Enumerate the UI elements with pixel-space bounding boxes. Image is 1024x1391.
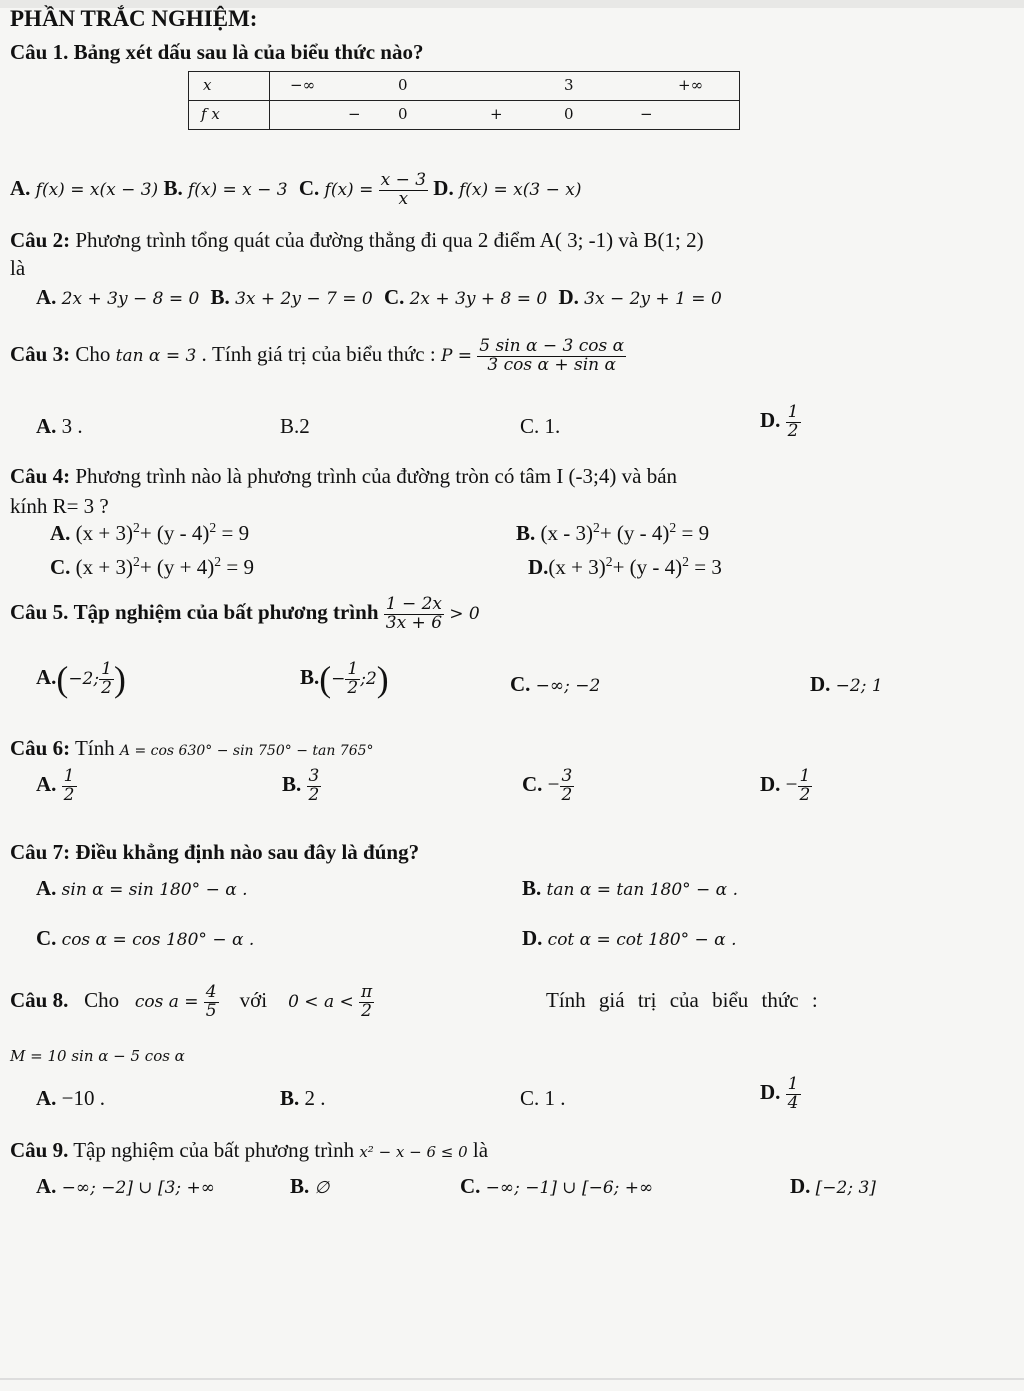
q8-fraction [204, 984, 219, 1021]
q6-b-den: 2 [308, 784, 320, 805]
sign-table-row-f [189, 101, 740, 130]
q9-c-val: −∞; −1] ∪ [−6; +∞ [485, 1178, 654, 1198]
q9-c-label: C. [460, 1174, 481, 1198]
q1-d-expr: f(x) = x(3 − x) [458, 180, 582, 201]
q9-choice-a [36, 1174, 215, 1199]
q4-a-p3: = 9 [221, 521, 250, 545]
q8-expr-line [10, 1042, 185, 1067]
q6-d-num: 1 [799, 766, 811, 786]
q2-c-expr: 2x + 3y + 8 = 0 [409, 289, 548, 309]
q5-a-num: 1 [101, 658, 112, 679]
q4-b-label: B. [516, 521, 536, 545]
q6-d-sign: − [785, 772, 798, 797]
q5-choice-b [300, 658, 389, 700]
q5-a-lparen: ( [56, 659, 69, 699]
q1-b-expr: f(x) = x − 3 [187, 180, 288, 201]
q8-cond-pre: 0 < a < [288, 992, 354, 1013]
q8-b-val: 2 . [304, 1086, 326, 1110]
q7-a-expr: sin α = sin 180° − α . [61, 880, 248, 900]
q9-stem [10, 1138, 488, 1163]
q3-a-label: A. [36, 414, 57, 438]
q8-label: Câu 8. [10, 988, 69, 1013]
q3-a-val: 3 . [61, 414, 83, 438]
q6-c-fraction [560, 768, 575, 805]
q7-d-expr: cot α = cot 180° − α . [547, 930, 737, 950]
q3-lhs: P = [440, 346, 473, 367]
q9-d-val: [−2; 3] [815, 1178, 876, 1198]
q4-b-sup2: 2 [669, 520, 677, 535]
q5-b-lparen: ( [319, 659, 332, 699]
q9-choice-b [290, 1174, 329, 1199]
q6-choice-a [36, 768, 77, 805]
q7-choice-d [522, 926, 736, 951]
q9-choice-c [460, 1174, 653, 1199]
q4-d-sup1: 2 [605, 554, 613, 569]
q6-choice-d [760, 768, 812, 805]
q2-d-label: D. [558, 285, 579, 309]
q6-b-num: 3 [308, 766, 320, 786]
section-heading: PHẦN TRẮC NGHIỆM: [10, 6, 258, 31]
q9-expr: x² − x − 6 ≤ 0 [359, 1143, 468, 1161]
q2-d-expr: 3x − 2y + 1 = 0 [584, 289, 722, 309]
q5-den: 3x + 6 [385, 612, 443, 633]
q6-stem [10, 736, 374, 761]
q5-b-den: 2 [347, 677, 359, 698]
q1-c-lhs: f(x) = [324, 180, 374, 201]
q3-text1: Cho [75, 342, 111, 367]
q3-label: Câu 3: [10, 342, 71, 367]
q4-d-p1: (x + 3) [548, 555, 606, 579]
q3-b-label: B. [280, 414, 300, 438]
q4-a-label: A. [50, 521, 71, 545]
q9-a-val: −∞; −2] ∪ [3; +∞ [61, 1178, 215, 1198]
q5-c-val: −∞; −2 [535, 676, 601, 696]
q9-d-label: D. [790, 1174, 811, 1198]
q7-text: Điều khẳng định nào sau đây là đúng? [75, 840, 420, 864]
q6-d-label: D. [760, 772, 781, 797]
q5-a-den: 2 [101, 677, 112, 698]
q4-b-p3: = 9 [681, 521, 710, 545]
q5-d-label: D. [810, 672, 831, 696]
q8-a-label: A. [36, 1086, 57, 1110]
q3-choice-a [36, 414, 83, 439]
q8-d-den: 4 [787, 1092, 799, 1113]
q9-text2: là [472, 1138, 489, 1162]
q5-b-post: ;2 [360, 668, 377, 689]
q2-c-label: C. [383, 285, 405, 309]
q5-b-label: B. [300, 664, 320, 689]
q5-fraction [384, 596, 444, 633]
q6-label: Câu 6: [10, 736, 71, 760]
q8-choice-c [520, 1086, 566, 1111]
row-head-x: x [203, 76, 212, 94]
q3-d-label: D. [760, 408, 781, 433]
q1-c-den: x [398, 188, 409, 209]
q8-a-val: −10 . [61, 1086, 106, 1110]
q2-stem [10, 228, 704, 253]
q6-c-label: C. [522, 772, 543, 797]
q6-b-fraction [307, 768, 322, 805]
q3-stem [10, 338, 626, 375]
q8-d-num: 1 [787, 1074, 799, 1094]
q4-d-p3: = 3 [694, 555, 722, 579]
q3-text2: . Tính giá trị của biểu thức : [201, 342, 436, 367]
x-val-1: −∞ [290, 76, 316, 94]
q9-label: Câu 9. [10, 1138, 69, 1162]
q1-c-num: x − 3 [380, 170, 427, 190]
q5-a-rparen: ) [113, 659, 126, 699]
q4-text: Phương trình nào là phương trình của đường tròn có tâm I (-3;4) và bán [75, 464, 678, 488]
q4-choice-c [50, 554, 254, 580]
q4-c-p2: + (y + 4) [139, 555, 215, 579]
q8-d-label: D. [760, 1080, 781, 1105]
sign-table [188, 71, 740, 130]
q4-a-p2: + (y - 4) [139, 521, 210, 545]
q9-b-val: ∅ [314, 1178, 330, 1198]
sign-table-row-x [189, 72, 740, 101]
q2-text2: là [10, 256, 26, 280]
q4-b-sup1: 2 [593, 520, 600, 535]
q1-b-label: B. [163, 176, 183, 201]
q4-b-p1: (x - 3) [540, 521, 593, 545]
q3-given: tan α = 3 [115, 346, 197, 367]
f-sign-1: − [348, 105, 361, 123]
q5-a-fraction [99, 658, 114, 698]
q9-b-label: B. [290, 1174, 310, 1198]
q9-a-label: A. [36, 1174, 57, 1198]
q7-d-label: D. [522, 926, 543, 950]
q5-c-label: C. [510, 672, 531, 696]
q4-choice-b [516, 520, 709, 546]
q7-stem [10, 840, 419, 865]
q4-label: Câu 4: [10, 464, 71, 488]
q3-choice-b [280, 414, 310, 439]
q8-c-val: 1 . [544, 1086, 566, 1110]
q1-stem [10, 40, 423, 65]
q9-text: Tập nghiệm của bất phương trình [73, 1138, 355, 1162]
q5-d-val: −2; 1 [835, 676, 883, 696]
q7-a-label: A. [36, 876, 57, 900]
q4-a-p1: (x + 3) [75, 521, 134, 545]
q7-c-label: C. [36, 926, 57, 950]
q6-d-den: 2 [799, 784, 811, 805]
q8-d-fraction [786, 1076, 801, 1113]
q8-cond-den: 2 [361, 1000, 372, 1021]
q3-d-fraction [786, 404, 801, 441]
q1-choices [10, 172, 581, 209]
q6-a-den: 2 [63, 784, 75, 805]
q6-expr: A = cos 630° − sin 750° − tan 765° [119, 743, 374, 759]
q1-text: Bảng xét dấu sau là của biểu thức nào? [73, 40, 424, 64]
f-sign-5: − [640, 105, 653, 123]
q4-a-sup1: 2 [133, 520, 140, 535]
q4-choice-d [528, 554, 722, 580]
q4-c-p3: = 9 [226, 555, 254, 579]
q8-num: 4 [205, 982, 217, 1002]
q3-choice-c [520, 414, 560, 439]
q2-text: Phương trình tổng quát của đường thẳng đi qua 2 điểm A( 3; -1) và B(1; 2) [75, 228, 704, 252]
q2-a-expr: 2x + 3y − 8 = 0 [61, 289, 200, 309]
q8-text1: Cho [84, 988, 120, 1013]
q2-b-label: B. [210, 285, 230, 309]
q5-a-pre: −2; [68, 668, 100, 689]
q1-a-label: A. [10, 176, 31, 201]
q3-c-val: 1. [544, 414, 561, 438]
q4-text2: kính R= 3 ? [10, 494, 109, 518]
q8-text2: với [239, 988, 268, 1013]
q8-text3: Tính giá trị của biểu thức : [546, 988, 818, 1012]
q8-choice-b [280, 1086, 326, 1111]
q7-c-expr: cos α = cos 180° − α . [61, 930, 255, 950]
q5-b-pre: − [331, 668, 346, 689]
q4-d-label: D. [528, 555, 549, 579]
q5-b-fraction [345, 658, 360, 698]
q4-d-p2: + (y - 4) [612, 555, 683, 579]
q3-num: 5 sin α − 3 cos α [479, 336, 625, 356]
q4-choice-a [50, 520, 249, 546]
q8-lhs: cos a = [134, 992, 199, 1013]
q5-b-num: 1 [347, 658, 359, 679]
q2-choices [36, 285, 722, 310]
f-sign-3: + [490, 105, 503, 123]
q5-label: Câu 5. [10, 600, 69, 625]
q1-c-label: C. [298, 176, 320, 201]
q4-c-sup1: 2 [133, 554, 140, 569]
q8-expr: M = 10 sin α − 5 cos α [10, 1047, 185, 1065]
f-val-2: 0 [398, 105, 408, 123]
q6-c-sign: − [547, 772, 560, 797]
bottom-divider [0, 1378, 1024, 1380]
q4-c-label: C. [50, 555, 71, 579]
q8-b-label: B. [280, 1086, 300, 1110]
q9-choice-d [790, 1174, 876, 1199]
q6-b-label: B. [282, 772, 302, 797]
q3-d-den: 2 [787, 420, 799, 441]
q1-label: Câu 1. [10, 40, 69, 64]
q5-b-rparen: ) [376, 659, 389, 699]
q4-d-sup2: 2 [682, 554, 689, 569]
q5-a-label: A. [36, 664, 57, 689]
q3-choice-d [760, 404, 801, 441]
q6-choice-c [522, 768, 574, 805]
q7-choice-b [522, 876, 738, 901]
q2-label: Câu 2: [10, 228, 71, 252]
q7-label: Câu 7: [10, 840, 71, 864]
q7-b-label: B. [522, 876, 542, 900]
q5-choice-c [510, 672, 600, 697]
q6-c-den: 2 [561, 784, 573, 805]
q3-b-val: 2 [299, 414, 310, 438]
q5-stem [10, 596, 480, 633]
q5-num: 1 − 2x [385, 594, 443, 614]
q3-d-num: 1 [787, 402, 799, 422]
q4-c-p1: (x + 3) [75, 555, 134, 579]
q5-choice-d [810, 672, 883, 697]
q8-cond-num: π [360, 982, 373, 1002]
q6-text: Tính [74, 736, 115, 760]
q6-d-fraction [798, 768, 813, 805]
q7-choice-a [36, 876, 248, 901]
q5-text: Tập nghiệm của bất phương trình [73, 600, 379, 625]
q8-stem [10, 984, 374, 1021]
q6-c-num: 3 [561, 766, 573, 786]
q2-b-expr: 3x + 2y − 7 = 0 [235, 289, 373, 309]
q5-choice-a [36, 658, 126, 700]
q6-a-fraction [62, 768, 77, 805]
q4-stem [10, 464, 677, 489]
q3-den: 3 cos α + sin α [487, 354, 617, 375]
q3-fraction [477, 338, 626, 375]
q4-c-sup2: 2 [214, 554, 222, 569]
q6-choice-b [282, 768, 321, 805]
q1-a-expr: f(x) = x(x − 3) [35, 180, 159, 201]
q8-choice-d [760, 1076, 801, 1113]
q4-b-p2: + (y - 4) [599, 521, 670, 545]
q2-a-label: A. [36, 285, 57, 309]
q8-den: 5 [205, 1000, 217, 1021]
q1-c-fraction [379, 172, 428, 209]
q7-b-expr: tan α = tan 180° − α . [546, 880, 738, 900]
q1-d-label: D. [433, 176, 454, 201]
q4-a-sup2: 2 [209, 520, 217, 535]
q6-a-num: 1 [63, 766, 75, 786]
q5-rhs: > 0 [449, 604, 480, 625]
row-head-f: f x [201, 105, 220, 123]
q3-c-label: C. [520, 414, 540, 438]
x-val-2: 0 [398, 76, 408, 94]
x-val-4: +∞ [678, 76, 704, 94]
q7-choice-c [36, 926, 254, 951]
q6-a-label: A. [36, 772, 57, 797]
q8-choice-a [36, 1086, 105, 1111]
x-val-3: 3 [564, 76, 574, 94]
f-val-4: 0 [564, 105, 574, 123]
q8-cond-fraction [359, 984, 374, 1021]
q8-c-label: C. [520, 1086, 540, 1110]
